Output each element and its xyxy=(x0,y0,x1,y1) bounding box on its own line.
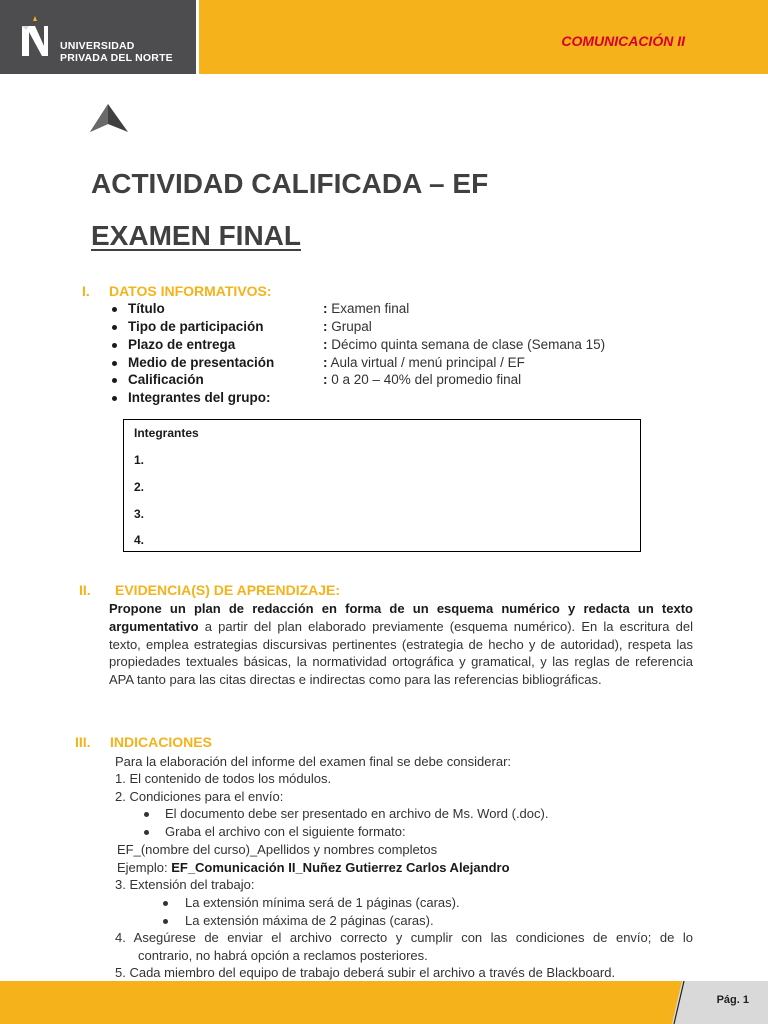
example-label: Ejemplo: xyxy=(117,860,172,875)
section2-heading: EVIDENCIA(S) DE APRENDIZAJE: xyxy=(115,582,341,598)
bullet xyxy=(112,343,117,348)
info-label: Medio de presentación xyxy=(128,355,275,370)
example-value: EF_Comunicación II_Nuñez Gutierrez Carlos Alejandro xyxy=(171,860,510,875)
info-value xyxy=(323,337,605,352)
file-format: EF_(nombre del curso)_Apellidos y nombres completos xyxy=(117,842,438,857)
university-logo-block xyxy=(0,0,196,74)
info-separator: : xyxy=(323,337,328,352)
bullet xyxy=(112,378,117,383)
footer-divider xyxy=(672,981,692,1024)
indication-item-1: 1. El contenido de todos los módulos. xyxy=(115,771,332,786)
document-title: ACTIVIDAD CALIFICADA – EF xyxy=(91,168,489,199)
info-separator: : xyxy=(323,355,328,370)
member-slot-3: 3. xyxy=(134,507,145,521)
evidence-bold-text: Propone un plan de redacción en forma de un esquema numérico y redacta un texto argumentativo xyxy=(109,601,693,634)
indication-item-2: 2. Condiciones para el envío: xyxy=(115,789,284,804)
university-line2: PRIVADA DEL NORTE xyxy=(60,52,173,64)
page-footer xyxy=(0,981,768,1024)
info-value xyxy=(323,319,372,334)
bullet xyxy=(112,361,117,366)
member-slot-4: 4. xyxy=(134,533,145,547)
info-separator: : xyxy=(323,319,328,334)
section3-number: III. xyxy=(75,734,91,750)
info-value-text: Décimo quinta semana de clase (Semana 15) xyxy=(327,337,606,352)
document-subtitle: EXAMEN FINAL xyxy=(91,220,301,251)
section2-number: II. xyxy=(79,582,91,598)
evidence-paragraph xyxy=(109,600,693,689)
university-line1: UNIVERSIDAD xyxy=(60,40,135,52)
university-name xyxy=(60,40,173,64)
info-value-text: Aula virtual / menú principal / EF xyxy=(327,355,525,370)
course-name: COMUNICACIÓN II xyxy=(561,33,685,49)
bullet xyxy=(112,396,117,401)
info-value xyxy=(323,301,409,316)
upn-logo-icon xyxy=(18,16,52,60)
indication-item-4-line-1: 4. Asegúrese de enviar el archivo correcto y cumplir con las condiciones de envío; de lo xyxy=(115,930,693,945)
indication-item-4-line-2: contrario, no habrá opción a reclamos posteriores. xyxy=(138,948,428,963)
footer-gray-box xyxy=(690,981,768,1024)
info-separator: : xyxy=(323,301,328,316)
members-header: Integrantes xyxy=(134,426,199,440)
member-slot-1: 1. xyxy=(134,453,145,467)
info-value xyxy=(323,372,521,387)
info-separator: : xyxy=(323,372,328,387)
section1-heading: DATOS INFORMATIVOS: xyxy=(109,283,272,299)
info-label: Título xyxy=(128,301,165,316)
evidence-text: a partir del plan elaborado previamente (esquema numérico). En la escritura del texto, emplea estrategias discursivas pertinentes (estrategia de hecho y de autoridad), respeta las propiedades textuales básicas, la normatividad ortográfica y gramatical, y las reglas de referencia APA tanto para las citas directas e indirectas como para las referencias bibliográficas. xyxy=(109,618,693,688)
bullet xyxy=(144,812,149,817)
indication-item-3-bullet-2: La extensión máxima de 2 páginas (caras). xyxy=(185,913,434,928)
file-example xyxy=(117,860,510,875)
indication-item-5: 5. Cada miembro del equipo de trabajo deberá subir el archivo a través de Blackboard. xyxy=(115,965,616,980)
bullet xyxy=(163,901,168,906)
page-header xyxy=(0,0,768,74)
indication-item-3: 3. Extensión del trabajo: xyxy=(115,877,255,892)
indication-item-2-bullet-2: Graba el archivo con el siguiente formato: xyxy=(165,824,406,839)
info-label: Tipo de participación xyxy=(128,319,264,334)
info-value-text: Grupal xyxy=(327,319,372,334)
info-value-text: Examen final xyxy=(327,301,410,316)
bullet xyxy=(112,307,117,312)
indication-item-2-bullet-1: El documento debe ser presentado en archivo de Ms. Word (.doc). xyxy=(165,806,549,821)
info-label: Plazo de entrega xyxy=(128,337,236,352)
members-box xyxy=(123,419,641,552)
bullet xyxy=(144,830,149,835)
page-number: Pág. 1 xyxy=(716,994,749,1006)
header-gold-bar xyxy=(199,0,768,74)
footer-gold-bar xyxy=(0,981,686,1024)
section1-number: I. xyxy=(82,283,90,299)
info-label: Calificación xyxy=(128,372,204,387)
info-value xyxy=(323,355,525,370)
navigation-arrow-icon xyxy=(90,104,128,134)
info-value-text: 0 a 20 – 40% del promedio final xyxy=(327,372,522,387)
section3-heading: INDICACIONES xyxy=(110,734,212,750)
indications-intro: Para la elaboración del informe del examen final se debe considerar: xyxy=(115,754,512,769)
bullet xyxy=(163,919,168,924)
member-slot-2: 2. xyxy=(134,480,145,494)
indication-item-3-bullet-1: La extensión mínima será de 1 páginas (caras). xyxy=(185,895,460,910)
info-label: Integrantes del grupo: xyxy=(128,390,271,405)
bullet xyxy=(112,325,117,330)
